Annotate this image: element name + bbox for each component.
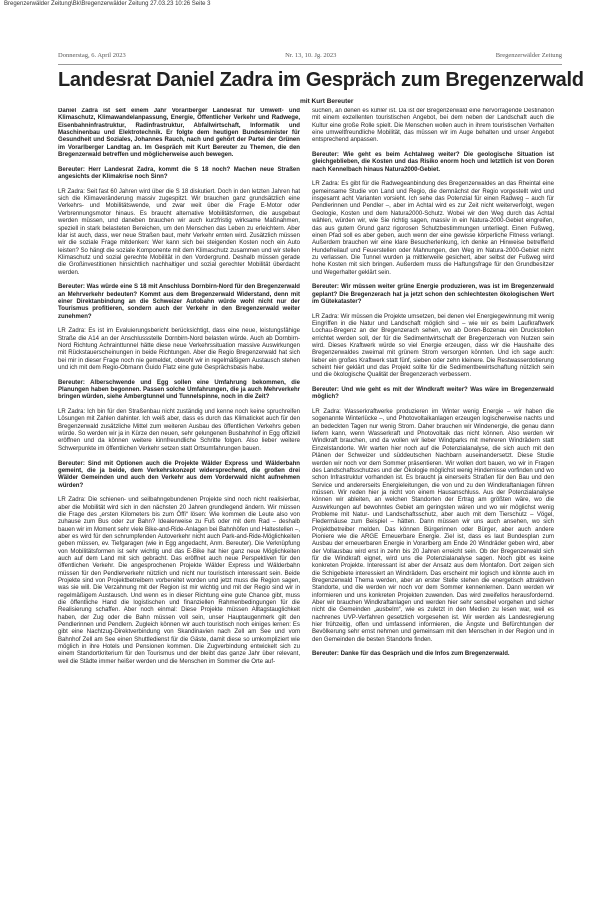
answer-paragraph: LR Zadra: Es ist im Evaluierungsbericht berücksichtigt, dass eine neue, leistungsfähige Straße die A14 an der Anschlussstelle Dornbirn-Nord belasten würde. Auch ab Dornbirn-Nord Richtung Achrainttunnel hätte diese neue Verkehrssituation massive Auswirkungen mit Rückstauerscheinungen in beide Richtungen. Aber die Regio Bregenzerwald hat sich bei mir in dieser Frage noch nie gemeldet, obwohl wir in regelmäßigem Austausch stehen und ich mit dem Regio-Obmann Guido Flatz eine gute Gesprächsbasis habe. xyxy=(58,328,300,372)
answer-paragraph: LR Zadra: Die schienen- und seilbahngebundenen Projekte sind noch nicht realisierbar, aber die Mobilität wird sich in den nächsten 20 Jahren grundlegend ändern. Wir müssen die Frage des „ersten Kilometers bis zum Öffi“ lösen: Wie kommen die Leute also von zuhause zum Bus oder zur Bahn? Idealerweise zu Fuß oder mit dem Rad – deshalb bauen wir im Moment sehr viele Bike-and-Ride-Anlagen bei Bahnhöfen und Haltestellen –, aber es wird für den schrumpfenden Autoverkehr nicht auch Park-and-Ride-Möglichkeiten geben müssen, ev. Tiefgaragen (wie in Egg angedacht, Anm. Bereuter). Die Verknüpfung von Mobilitätsformen ist sehr wichtig und das E-Bike hat hier ganz neue Möglichkeiten auch auf dem Land mit sich gebracht. Das eröffnet auch neue Perspektiven für den öffentlichen Verkehr. Die angesprochenen Projekte Wälder Express und Wälderbahn müssen für den Pendlerverkehr nützlich und nicht nur touristisch interessant sein. Beide Projekte sind von Projektbetreibern vorbereitet worden und jetzt muss die Region sagen, was sie will. Die Verzahnung mit der Region ist mir wichtig und mit der Regio sind wir in regelmäßigem Austausch. Und wenn es in dieser Richtung eine gute Chance gibt, muss die öffentliche Hand die logistischen und finanziellen Rahmenbedingungen für die Realisierung schaffen. Aber noch einmal: Diese Projekte müssen Alltagstauglichkeit haben, der Zug oder die Bahn müssen voll sein, unser Hauptaugenmerk gilt den Pendlerinnen und Pendlern. Zugleich können wir auch touristisch noch einiges lernen: Es gibt eine Nachtzug-Direktverbindung von Skandinavien nach Zell am See und vom Bahnhof Zell am See einen Shuttledienst für die Gäste, damit diese so umkompliziert wie möglich in ihre Hotels und Pensionen kommen. Die Zugverbindung entwickelt sich zu einem Standortkriterium für den Tourismus und der bleibt das ganze Jahr über relevant, weil die Städte immer heißer werden und die Menschen im Sommer die Orte auf- xyxy=(58,497,300,665)
article-subtitle: mit Kurt Bereuter xyxy=(300,98,354,105)
answer-paragraph: LR Zadra: Wasserkraftwerke produzieren im Winter wenig Energie – wir haben die sogenannte Winterlücke –, und Photovoltaikanlagen erzeugen logischerweise nachts und an bedeckten Tagen nur wenig Strom. Daher brauchen wir Windenergie, die genau dann liefern kann, wenn Wasserkraft und Photovoltaik das nicht können. Also werden wir Windkraft brauchen, und da wollen wir lieber Windparks mit mehreren Windrädern statt Einzelstandorte. Wir warten hier noch auf die Potenzialanalyse, die sich auch mit den Plänen der Schweizer und süddeutschen Nachbarn auseinandersetzt. Diese Studie werden wir noch vor dem Sommer präsentieren. Wir wollen dort bauen, wo wir in Fragen des Landschaftsschutzes und der Ökologie möglichst wenig Hindernisse vorfinden und wo schon Infrastruktur vorhanden ist. Es braucht ja einerseits Straßen für den Bau und den Service und andererseits Energieleitungen, die von und zu den Windkraftanlagen führen müssen. Wir reden hier ja nicht von einem Hausanschluss. Aus der Potenzialanalyse können wir ableiten, an welchen Standorten der Ertrag am größten wäre, wo die Auswirkungen auf bewohntes Gebiet am geringsten wären und wo wir möglichst wenig Probleme mit Natur- und Landschaftsschutz, aber auch mit dem Tierschutz – Vögel, Fledermäuse zum Beispiel – hätten. Dann müssen wir uns auch ansehen, wo sich Projektbetreiber melden. Das können Bürgerinnen oder Bürger, aber auch andere Pioniere wie die ARGE Erneuerbare Energie. Ziel ist, dass es laut Bundesplan zum Ausbau der erneuerbaren Energie in Vorarlberg am Ende 20 Windräder geben wird, aber der Vollausbau wird erst in zehn bis 20 Jahren erreicht sein. Ob der Bregenzerwald sich für die Windkraft eignet, wird uns die Potenzialanalyse sagen. Noch gibt es keine konkreten Projekte. Interessant ist aber der Ansatz aus dem Montafon. Dort zeigen sich die Schigebiete interessiert an Windrädern. Das erscheint mir logisch und könnte auch im Bregenzerwald Thema werden, aber an erster Stelle stehen die energetisch attraktiven Standorte, und die werden wir noch vor dem Sommer kennenlernen. Dann werden wir informieren und uns konkreten Projekten zuwenden. Das wird zweifellos herausfordernd. Aber wir brauchen Windkraftanlagen und werden hier sehr sensibel vorgehen und sicher nicht die Gemeinden „ausbelm“, wie es zuletzt in den Medien zu lesen war, weil es nachrenes UVP-Verfahren gesetzlich vorgesehen ist. Wir werden als Landesregierung hier frühzeitig, offen und umfassend informieren, die Ängste und Befürchtungen der Bevölkerung sehr ernst nehmen und gemeinsam mit den Menschen in der Region und in den Gemeinden die besten Standorte finden. xyxy=(312,409,554,643)
question-paragraph: Bereuter: Wie geht es beim Achtalweg weiter? Die geologische Situation ist gleichgeblieben, die Kosten und das Risiko enorm hoch und letztlich ist von Doren nach Kennelbach hinaus Natura2000-Gebiet. xyxy=(312,152,554,173)
answer-paragraph: suchen, an denen es kühler ist. Da ist der Bregenzerwald eine hervorragende Destination mit einem exzellenten touristischen Angebot, bei dem neben der Landschaft auch die Kultur eine große Rolle spielt. Die Menschen wollen auch in ihrem touristischen Verhalten eine umweltfreundliche Mobilität, das müssen wir im Auge behalten und unser Angebot entsprechend anpassen. xyxy=(312,108,554,144)
question-paragraph: Bereuter: Alberschwende und Egg sollen eine Umfahrung bekommen, die Planungen haben begonnen. Passen solche Umfahrungen, die ja auch Mehrverkehr bringen würden, siehe Ambergtunnel und Tunnelspinne, noch in die Zeit? xyxy=(58,379,300,401)
newspaper-name: Bregenzerwälder Zeitung xyxy=(495,51,562,59)
answer-paragraph: LR Zadra: Seit fast 60 Jahren wird über die S 18 diskutiert. Doch in den letzten Jahren hat sich die Klimaveränderung massiv zugespitzt. Wir brauchen ganz grundsätzlich eine Verkehrs- und Mobilitätswende, und zwar weit über die Frage E-Motor oder Verbrennungsmotor hinaus. Es braucht alternative Mobilitätsformen, die ausgebaut werden müssen, und daneben brauchen wir auch kurzfristig wirksame Maßnahmen, speziell in stark belasteten Bereichen, um den Menschen das Leben zu erleichtern. Aber klar ist auch, dass, wer neue Straßen baut, mehr Verkehr ernten wird. Zusätzlich müssen wir die soziale Frage mitdenken: Wer kann sich bei steigenden Kosten noch ein Auto leisten? So hängt die soziale Komponente mit dem Klimaschutz zusammen und wir stellen Klimaschutz und sozial gerechte Mobilität in den Vordergrund. Deshalb müssen gerade die Großinvestitionen hinsichtlich nachhaltiger und sozial gerechter Mobilität überdacht werden. xyxy=(58,188,300,276)
article-column-1 xyxy=(58,108,300,853)
header-rule xyxy=(58,64,562,65)
answer-paragraph: LR Zadra: Wir müssen die Projekte umsetzen, bei denen viel Energiegewinnung mit wenig Eingriffen in die Natur und Landschaft möglich sind – wie wir es beim Laufkraftwerk Lochau-Bregenz an der Bregenzerach sehen, wo ab Doren-Bozenau ein Druckstollen errichtet werden soll, der für die Sedimentwirtschaft der Bregenzerach von Nutzen sein wird. Dieses Kraftwerk würde so viel Energie erzeugen, dass wir die Haushalte des Bregenzerwaldes zweimal mit grünem Strom versorgen könnten. Und ich sage auch: lieber ein großes Kraftwerk statt fünf, sieben oder zehn kleinere. Die Restwasserdotierung scheint hier geklärt und das Projekt sollte für die Sedimentbewirtschaftung nützlich sein und die ökologische Qualität der Bregenzerach verbessern. xyxy=(312,313,554,379)
closing-paragraph: Bereuter: Danke für das Gespräch und die Infos zum Bregenzerwald. xyxy=(312,651,510,658)
question-paragraph: Bereuter: Wir müssen weiter grüne Energie produzieren, was ist im Bregenzerwald geplant? Die Bregenzerach hat ja jetzt schon den schlechtesten ökologischen Wert im Gütekataster? xyxy=(312,284,554,305)
lead-paragraph: Daniel Zadra ist seit einem Jahr Vorarlberger Landesrat für Umwelt- und Klimaschutz, Klimawandelanpassung, Energie, Öffentlicher Verkehr und Radwege, Eisenbahninfrastruktur, Radinfrastruktur, Abfallwirtschaft, Informatik und Maschinenbau und Elektrotechnik. Er folgte dem heutigen Bundesminister für Gesundheit und Soziales, Johannes Rauch, nach und gehört der Partei der Grünen im Vorarlberger Landtag an. Im Gespräch mit Kurt Bereuter zu Themen, die den Bregenzerwald betreffen und möglicherweise auch bewegen. xyxy=(58,108,300,159)
issue-number: Nr. 13, 10. Jg. 2023 xyxy=(285,51,337,59)
page-header xyxy=(58,50,562,60)
issue-date: Donnerstag, 6. April 2023 xyxy=(58,51,126,59)
question-paragraph: Bereuter: Herr Landesrat Zadra, kommt die S 18 noch? Machen neue Straßen angesichts der Klimakrise noch Sinn? xyxy=(58,166,300,181)
question-paragraph: Bereuter: Sind mit Optionen auch die Projekte Wälder Express und Wälderbahn gemeint, die ja beide, dem Verkehrskonzept widersprechend, die großen drei Wälder Gemeinden und auch den Verkehr aus dem Vorderwald nicht aufnehmen würden? xyxy=(58,460,300,489)
article-title: Landesrat Daniel Zadra im Gespräch zum Bregenzerwald xyxy=(58,69,584,91)
answer-paragraph: LR Zadra: Ich bin für den Straßenbau nicht zuständig und kenne noch keine spruchreifen Lösungen mit Zahlen dahinter. Ich weiß aber, dass es durch das Klimaticket auch für den Bregenzerwald zusätzliche Mittel zum weiteren Ausbau des öffentlichen Verkehrs geben würde. So werden wir ja in Kürze den neuen, sehr gelungenen Busbahnhof in Egg offiziell eröffnen und da können weitere kinnfreundliche Schritte folgen. Also lieber weitere Schwerpunkte im öffentlichen Verkehr setzen statt Ortsumfahrungen bauen. xyxy=(58,409,300,452)
question-paragraph: Bereuter: Was würde eine S 18 mit Anschluss Dornbirn-Nord für den Bregenzerwald an Mehrverkehr bedeuten? Kommt aus dem Bregenzerwald Widerstand, denn mit einer Direktanbindung an die Schweizer Autobahn würde wohl nicht nur der Tourismus profitieren, sondern auch der Verkehr in den Bregenzerwald weiter zunehmen? xyxy=(58,284,300,320)
article-column-2 xyxy=(312,108,554,853)
print-slug: Bregenzerwälder Zeitung\Bk\Bregenzerwälder Zeitung 27.03.23 10:26 Seite 3 xyxy=(4,1,211,7)
answer-paragraph: LR Zadra: Es gibt für die Radwegeanbindung des Bregenzerwaldes an das Rheintal eine gemeinsame Studie von Land und Regio, die demnächst der Regio vorgestellt wird und insgesamt acht Varianten vorsieht. Ich sehe das Potenzial für einen Radweg – auch für Pendlerinnen und Pendler –, aber im Achtal wird es zur Zeit nicht weiterverfolgt, wegen Geologie, Kosten und dem Natura2000-Schutz. Wobei wir den Weg durch das Achtal wählen, würden wir, wie Sie richtig sagen, massiv in ein Natura-2000-Gebiet eingreifen, das aus gutem Grund ganz rigorosen Schutzbestimmungen unterliegt. Einen Fußweg, einen Pfad soll es aber geben, auch wenn der eine gewisse körperliche Fitness verlangt. Außerdem brauchen wir eine klare Besucherlenkung, ich denke an Hinweise betreffend Hundefreilauf und Feuerstellen oder Mahnungen, den Weg im Natura-2000-Gebiet nicht zu verlassen. Die Tunnel wurden ja mittlerweile gesichert, aber selbst der Fußweg wird hohe Kosten mit sich bringen. Außerdem muss die Haftungsfrage für den Grundbesitzer und Wegerhalter geklärt sein. xyxy=(312,181,554,276)
question-paragraph: Bereuter: Und wie geht es mit der Windkraft weiter? Was wäre im Bregenzerwald möglich? xyxy=(312,387,554,401)
